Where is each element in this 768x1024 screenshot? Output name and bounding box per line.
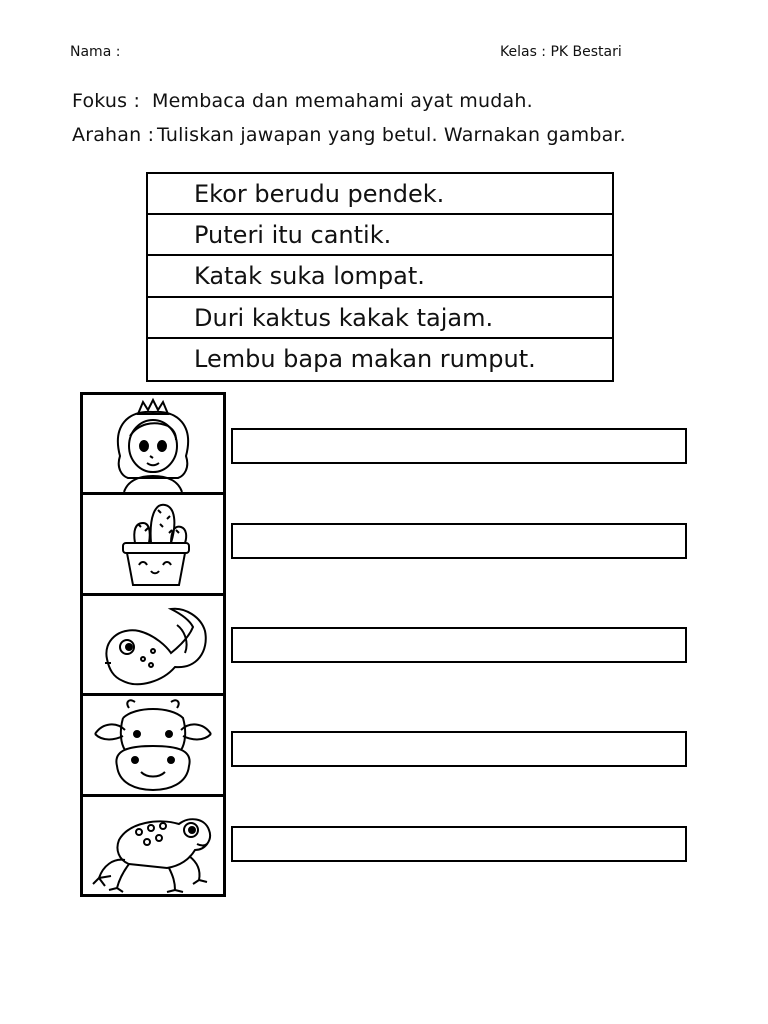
answer-field[interactable] <box>231 523 687 559</box>
answer-field[interactable] <box>231 731 687 767</box>
picture-cell-cactus <box>83 495 223 595</box>
cactus-icon <box>105 497 201 591</box>
frog-icon <box>89 800 217 894</box>
answer-field[interactable] <box>231 627 687 663</box>
picture-column <box>80 392 226 897</box>
picture-cell-cow <box>83 696 223 796</box>
sentence-row: Ekor berudu pendek. <box>148 174 612 215</box>
tadpole-icon <box>93 597 213 691</box>
answer-field[interactable] <box>231 826 687 862</box>
kelas-label: Kelas : PK Bestari <box>500 44 622 60</box>
answer-field[interactable] <box>231 428 687 464</box>
sentence-row: Puteri itu cantik. <box>148 215 612 256</box>
picture-cell-frog <box>83 797 223 897</box>
sentence-row: Katak suka lompat. <box>148 256 612 297</box>
sentence-table <box>146 172 614 382</box>
princess-icon <box>98 396 208 492</box>
sentence-row: Lembu bapa makan rumput. <box>194 344 536 373</box>
fokus-text: Membaca dan memahami ayat mudah. <box>152 90 533 112</box>
arahan-line <box>72 124 626 146</box>
picture-cell-tadpole <box>83 596 223 696</box>
arahan-key: Arahan : <box>72 124 155 146</box>
sentence-row: Duri kaktus kakak tajam. <box>148 298 612 339</box>
fokus-key: Fokus : <box>72 90 141 112</box>
fokus-line <box>72 90 533 112</box>
picture-cell-princess <box>83 395 223 495</box>
cow-icon <box>89 698 217 792</box>
arahan-text: Tuliskan jawapan yang betul. Warnakan gambar. <box>157 124 626 146</box>
nama-label: Nama : <box>70 44 121 60</box>
